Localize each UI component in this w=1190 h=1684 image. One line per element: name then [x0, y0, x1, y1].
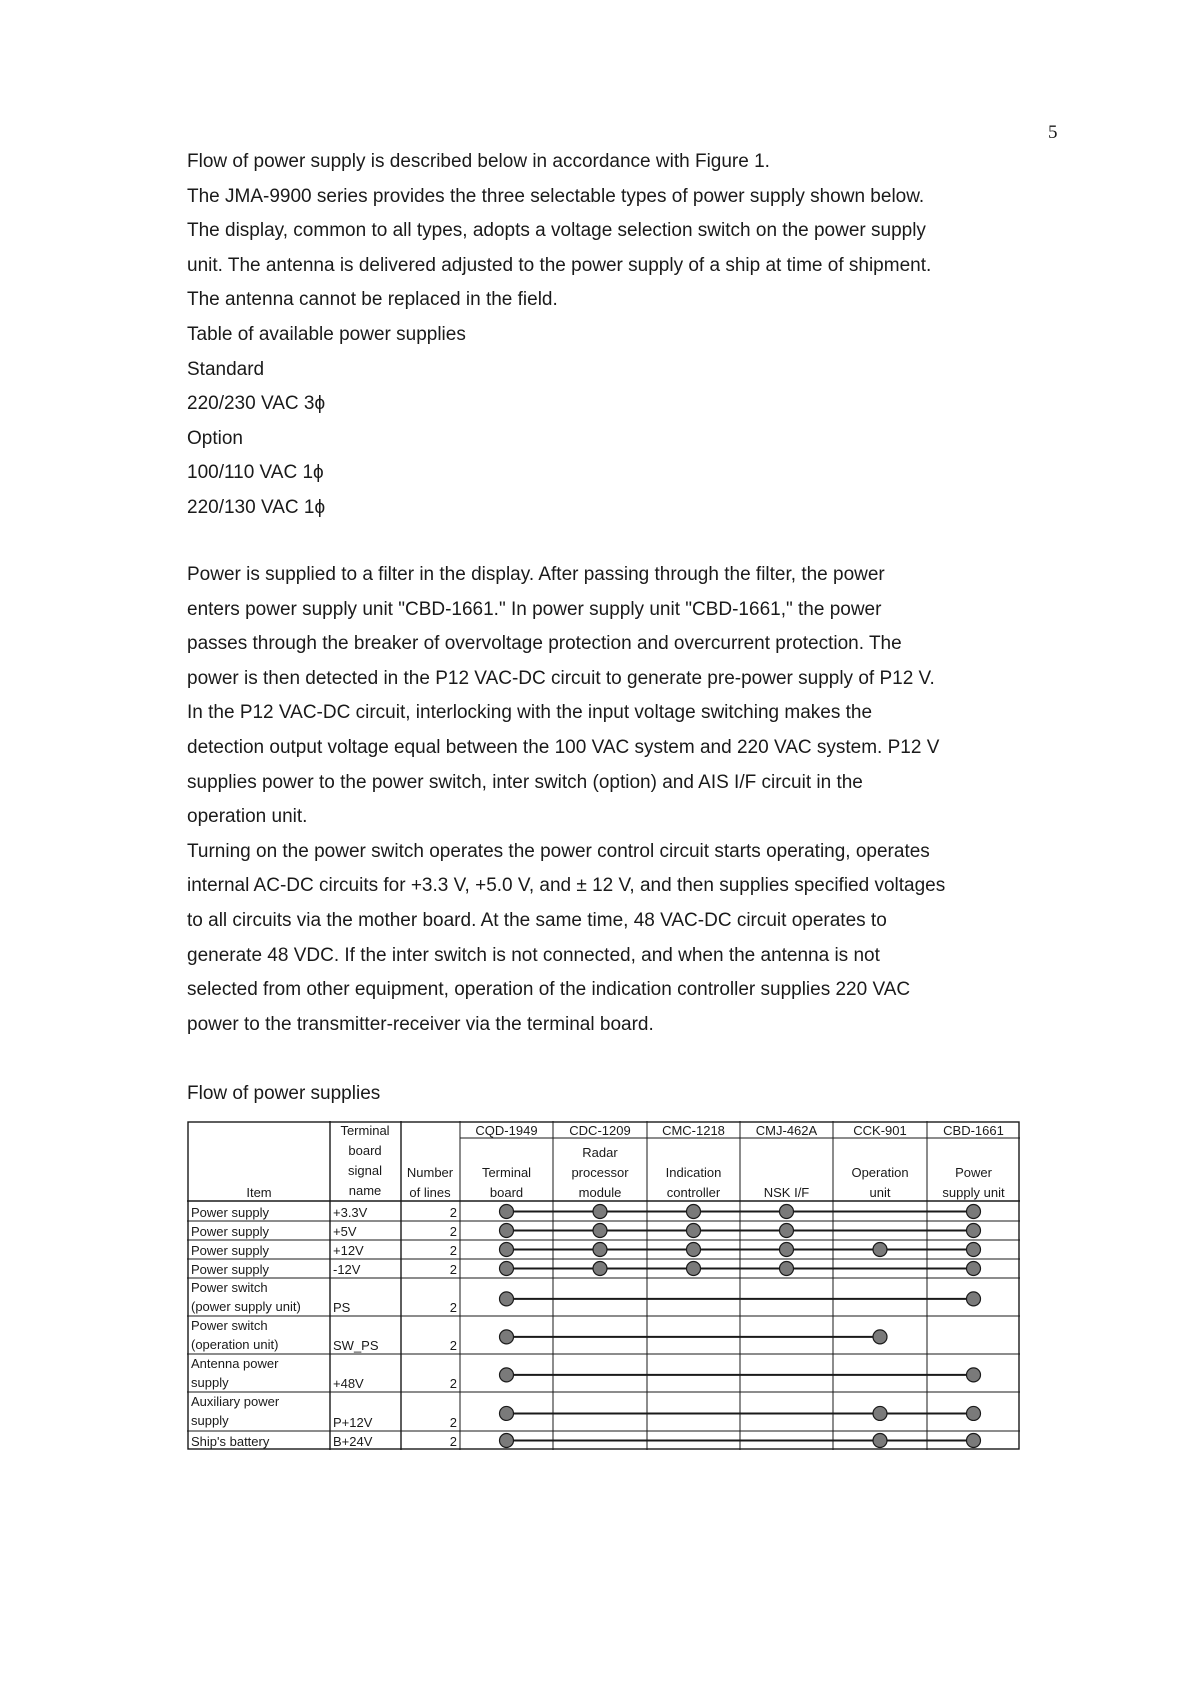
row-line-count: 2 — [449, 1262, 457, 1277]
connection-dot — [873, 1406, 887, 1420]
flow-table-title: Flow of power supplies — [187, 1083, 381, 1104]
text-line: Standard — [187, 358, 265, 380]
row-line-count: 2 — [449, 1376, 457, 1391]
text-line: generate 48 VDC. If the inter switch is not connected, and when the antenna is not — [187, 944, 880, 966]
row-line-count: 2 — [449, 1434, 457, 1449]
row-item: Power supply — [191, 1224, 270, 1239]
text-line: The antenna cannot be replaced in the field. — [187, 289, 558, 311]
unit-code: CMC-1218 — [662, 1123, 725, 1138]
connection-dot — [967, 1243, 981, 1257]
connection-dot — [500, 1243, 514, 1257]
text-line: Turning on the power switch operates the power control circuit starts operating, operates — [187, 840, 930, 862]
row-item: (operation unit) — [191, 1337, 279, 1352]
unit-code: CMJ-462A — [755, 1123, 818, 1138]
unit-description: supply unit — [942, 1185, 1005, 1200]
unit-description: board — [489, 1185, 524, 1200]
text-line: Flow of power supply is described below in accordance with Figure 1. — [187, 151, 770, 172]
connection-dot — [593, 1205, 607, 1219]
unit-description: Indication — [665, 1165, 722, 1180]
row-signal-name: P+12V — [333, 1415, 373, 1430]
text-line: The JMA-9900 series provides the three selectable types of power supply shown below. — [187, 185, 925, 207]
text-line: selected from other equipment, operation of the indication controller supplies 220 VAC — [187, 979, 911, 1001]
text-line: power is then detected in the P12 VAC-DC circuit to generate pre-power supply of P12 V. — [187, 667, 935, 689]
row-line-count: 2 — [449, 1243, 457, 1258]
connection-dot — [967, 1224, 981, 1238]
row-line-count: 2 — [449, 1415, 457, 1430]
connection-dot — [500, 1224, 514, 1238]
text-line: passes through the breaker of overvoltage protection and overcurrent protection. The — [187, 633, 902, 655]
connection-dot — [967, 1292, 981, 1306]
connection-dot — [500, 1434, 514, 1448]
text-line: Table of available power supplies — [187, 323, 466, 345]
page-number: 5 — [1048, 122, 1058, 143]
text-line: 100/110 VAC 1ϕ — [187, 462, 324, 484]
text-line: power to the transmitter-receiver via the terminal board. — [187, 1013, 654, 1035]
connection-dot — [593, 1262, 607, 1276]
text-line: Option — [187, 427, 243, 449]
item-header: Item — [246, 1185, 272, 1200]
unit-code: CQD-1949 — [475, 1123, 538, 1138]
unit-description: controller — [666, 1185, 721, 1200]
connection-dot — [687, 1205, 701, 1219]
connection-dot — [593, 1243, 607, 1257]
unit-description: Operation — [851, 1165, 909, 1180]
signal-name-header: name — [348, 1183, 382, 1198]
connection-dot — [873, 1434, 887, 1448]
row-line-count: 2 — [449, 1224, 457, 1239]
row-item: (power supply unit) — [191, 1299, 301, 1314]
row-signal-name: -12V — [333, 1262, 361, 1277]
row-item: Power switch — [191, 1318, 268, 1333]
row-item: Antenna power — [191, 1356, 279, 1371]
text-line: enters power supply unit "CBD-1661." In power supply unit "CBD-1661," the power — [187, 598, 882, 620]
text-line: Power is supplied to a filter in the display. After passing through the filter, the power — [187, 564, 885, 585]
text-line: 220/230 VAC 3ϕ — [187, 393, 326, 415]
connection-dot — [500, 1292, 514, 1306]
text-line: operation unit. — [187, 806, 308, 828]
unit-code: CDC-1209 — [569, 1123, 631, 1138]
row-signal-name: +3.3V — [333, 1205, 368, 1220]
text-line: unit. The antenna is delivered adjusted to the power supply of a ship at time of shipment. — [187, 254, 932, 276]
connection-dot — [780, 1243, 794, 1257]
signal-name-header: signal — [348, 1163, 382, 1178]
row-signal-name: +48V — [333, 1376, 364, 1391]
row-signal-name: +12V — [333, 1243, 364, 1258]
unit-description: Terminal — [481, 1165, 532, 1180]
connection-dot — [873, 1243, 887, 1257]
row-line-count: 2 — [449, 1300, 457, 1315]
row-line-count: 2 — [449, 1338, 457, 1353]
row-signal-name: B+24V — [333, 1434, 373, 1449]
row-item: Power switch — [191, 1280, 268, 1295]
connection-dot — [780, 1224, 794, 1238]
row-signal-name: SW_PS — [333, 1338, 379, 1353]
unit-description: unit — [869, 1185, 891, 1200]
text-line: to all circuits via the mother board. At the same time, 48 VAC-DC circuit operates to — [187, 909, 887, 931]
connection-dot — [500, 1205, 514, 1219]
connection-dot — [780, 1262, 794, 1276]
unit-code: CCK-901 — [853, 1123, 907, 1138]
row-signal-name: +5V — [333, 1224, 357, 1239]
connection-dot — [967, 1406, 981, 1420]
power-flow-paragraph — [187, 558, 1097, 1042]
row-item: supply — [191, 1413, 229, 1428]
row-line-count: 2 — [449, 1205, 457, 1220]
row-item: Auxiliary power — [191, 1394, 280, 1409]
connection-dot — [967, 1205, 981, 1219]
text-line: supplies power to the power switch, inter switch (option) and AIS I/F circuit in the — [187, 771, 863, 793]
intro-paragraph — [187, 145, 1097, 526]
connection-dot — [780, 1205, 794, 1219]
text-line: detection output voltage equal between the 100 VAC system and 220 VAC system. P12 V — [187, 736, 940, 758]
signal-name-header: Terminal — [340, 1123, 390, 1138]
connection-dot — [500, 1368, 514, 1382]
text-line: In the P12 VAC-DC circuit, interlocking with the input voltage switching makes the — [187, 702, 873, 724]
connection-dot — [500, 1406, 514, 1420]
connection-dot — [500, 1262, 514, 1276]
connection-dot — [593, 1224, 607, 1238]
row-item: supply — [191, 1375, 229, 1390]
unit-description: module — [578, 1185, 622, 1200]
connection-dot — [687, 1243, 701, 1257]
connection-dot — [967, 1434, 981, 1448]
unit-description: processor — [571, 1165, 629, 1180]
signal-name-header: board — [348, 1143, 382, 1158]
row-item: Power supply — [191, 1205, 270, 1220]
unit-code: CBD-1661 — [943, 1123, 1004, 1138]
text-line: The display, common to all types, adopts a voltage selection switch on the power supply — [187, 220, 926, 242]
row-signal-name: PS — [333, 1300, 351, 1315]
row-item: Ship's battery — [191, 1434, 270, 1449]
lines-header: Number — [406, 1165, 454, 1180]
connection-dot — [967, 1262, 981, 1276]
unit-description: Radar — [582, 1145, 618, 1160]
lines-header: of lines — [409, 1185, 451, 1200]
connection-dot — [967, 1368, 981, 1382]
unit-description: NSK I/F — [763, 1185, 810, 1200]
connection-dot — [500, 1330, 514, 1344]
connection-dot — [687, 1224, 701, 1238]
power-flow-table — [187, 1121, 1020, 1450]
row-item: Power supply — [191, 1243, 270, 1258]
text-line: internal AC-DC circuits for +3.3 V, +5.0 V, and ± 12 V, and then supplies specified voltages — [187, 875, 946, 897]
connection-dot — [873, 1330, 887, 1344]
connection-dot — [687, 1262, 701, 1276]
row-item: Power supply — [191, 1262, 270, 1277]
unit-description: Power — [955, 1165, 992, 1180]
text-line: 220/130 VAC 1ϕ — [187, 496, 326, 518]
